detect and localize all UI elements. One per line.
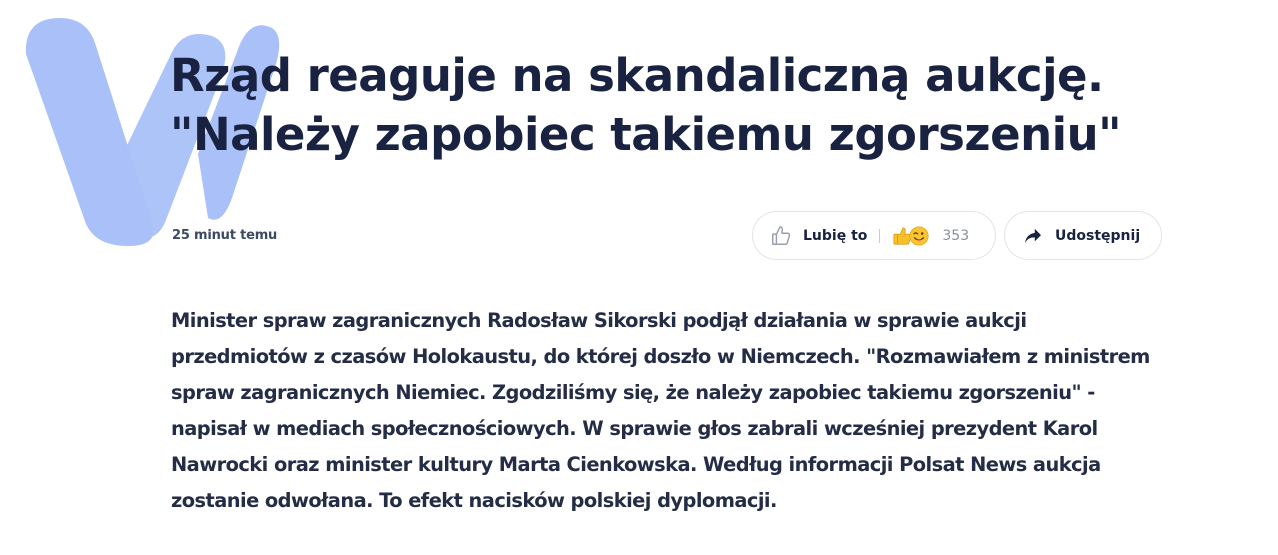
thumbs-up-outline-icon (769, 224, 793, 248)
article-actions (752, 211, 1162, 260)
article-title: Rząd reaguje na skandaliczną aukcję. "Należy zapobiec takiemu zgorszeniu" (170, 49, 1122, 161)
reaction-icons[interactable] (892, 225, 930, 247)
publish-timestamp: 25 minut temu (172, 228, 278, 243)
share-label: Udostępnij (1055, 227, 1141, 244)
share-button[interactable] (1004, 211, 1162, 260)
article-lead: Minister spraw zagranicznych Radosław Sikorski podjął działania w sprawie aukcji przedmiotów z czasów Holokaustu, do której doszło w Niemczech. "Rozmawiałem z ministrem spraw zagranicznych Niemiec. Zgodziliśmy się, że należy zapobiec takiemu zgorszeniu" - napisał w mediach społecznościowych. W sprawie głos zabrali wcześniej prezydent Karol Nawrocki oraz minister kultury Marta Cienkowska. Według informacji Polsat News aukcja zostanie odwołana. To efekt nacisków polskiej dyplomacji. (171, 309, 1150, 512)
reaction-count: 353 (942, 227, 970, 244)
share-arrow-icon (1023, 226, 1043, 246)
like-button[interactable] (752, 211, 996, 260)
like-divider (879, 229, 880, 243)
like-label: Lubię to (803, 227, 868, 244)
winking-tongue-emoji-icon (908, 225, 930, 247)
